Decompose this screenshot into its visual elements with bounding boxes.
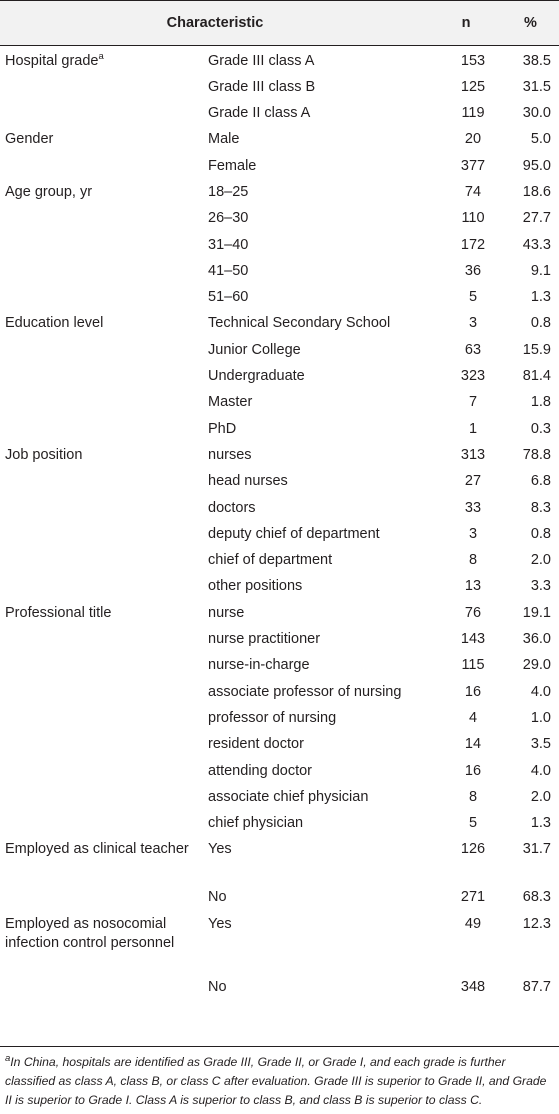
category-cell: 31–40 (208, 236, 249, 253)
percent-cell: 5.0 (530, 131, 551, 148)
category-cell: nurse-in-charge (208, 657, 310, 674)
category-cell: associate chief physician (208, 788, 369, 805)
table-row (0, 98, 559, 124)
table-row (0, 124, 559, 150)
category-cell: Yes (208, 841, 232, 858)
table-row (0, 808, 559, 834)
percent-cell: 31.7 (522, 841, 551, 858)
table-row (0, 308, 559, 334)
group-label-empty (0, 571, 205, 597)
category-cell: Female (208, 157, 257, 174)
count-cell: 126 (460, 841, 486, 858)
group-label-empty (0, 256, 205, 282)
table-row (0, 414, 559, 440)
table-row (0, 729, 559, 755)
count-cell: 13 (464, 578, 482, 595)
table-row (0, 230, 559, 256)
group-label-empty (0, 466, 205, 492)
count-cell: 36 (464, 262, 482, 279)
table-row (0, 177, 559, 203)
table-row (0, 493, 559, 519)
group-label-empty (0, 808, 205, 834)
table-row (0, 571, 559, 597)
category-cell: Male (208, 131, 240, 148)
percent-cell: 0.8 (530, 525, 551, 542)
category-cell: No (208, 889, 227, 906)
percent-cell: 27.7 (522, 210, 551, 227)
group-label-text: Gender (5, 131, 54, 148)
category-cell: Technical Secondary School (208, 315, 391, 332)
header-n: n (430, 1, 502, 46)
group-label-empty (0, 519, 205, 545)
category-cell: doctors (208, 499, 256, 516)
count-cell: 3 (468, 315, 478, 332)
percent-cell: 12.3 (522, 915, 551, 932)
category-cell: chief of department (208, 552, 333, 569)
table-row (0, 440, 559, 466)
count-cell: 119 (461, 105, 485, 122)
table-row (0, 203, 559, 229)
table-row (0, 703, 559, 729)
percent-cell: 87.7 (522, 978, 551, 995)
group-label-empty (0, 972, 205, 998)
table-row (0, 909, 559, 972)
percent-cell: 8.3 (530, 499, 551, 516)
percent-cell: 1.8 (530, 394, 551, 411)
percent-cell: 30.0 (522, 105, 551, 122)
percent-cell: 31.5 (522, 78, 551, 95)
count-cell: 8 (468, 788, 478, 805)
category-cell: other positions (208, 578, 303, 595)
category-cell: Undergraduate (208, 368, 305, 385)
category-cell: 51–60 (208, 289, 249, 306)
count-cell: 7 (468, 394, 478, 411)
group-label-empty (0, 729, 205, 755)
category-cell: No (208, 978, 227, 995)
footnote-marker: a (98, 51, 104, 63)
count-cell: 377 (460, 157, 486, 174)
table-row (0, 598, 559, 624)
table-row (0, 151, 559, 177)
percent-cell: 2.0 (530, 552, 551, 569)
header-characteristic: Characteristic (0, 1, 430, 46)
category-cell: Grade III class A (208, 53, 315, 69)
category-cell: chief physician (208, 815, 304, 832)
group-label-text: Age group, yr (5, 183, 93, 200)
percent-cell: 4.0 (530, 683, 551, 700)
table-row (0, 782, 559, 808)
group-label (0, 46, 205, 72)
group-label-empty (0, 677, 205, 703)
count-cell: 110 (461, 210, 485, 227)
table-row (0, 972, 559, 998)
count-cell: 1 (468, 420, 478, 437)
count-cell: 172 (460, 236, 486, 253)
count-cell: 27 (464, 473, 482, 490)
count-cell: 74 (464, 183, 482, 200)
group-label-empty (0, 230, 205, 256)
group-label-empty (0, 703, 205, 729)
group-label (0, 834, 205, 882)
category-cell: Junior College (208, 341, 301, 358)
table-row (0, 756, 559, 782)
group-label (0, 598, 205, 624)
category-cell: Master (208, 394, 253, 411)
category-cell: nurses (208, 446, 252, 463)
category-cell: 18–25 (208, 183, 249, 200)
group-label-empty (0, 624, 205, 650)
table-row (0, 387, 559, 413)
group-label-text: Hospital grade (5, 53, 99, 69)
group-label-empty (0, 882, 205, 908)
percent-cell: 43.3 (522, 236, 551, 253)
percent-cell: 95.0 (522, 157, 551, 174)
footnote-marker: a (5, 1052, 11, 1064)
category-cell: resident doctor (208, 736, 304, 753)
count-cell: 143 (460, 631, 486, 648)
group-label-empty (0, 650, 205, 676)
count-cell: 16 (464, 683, 482, 700)
count-cell: 153 (460, 53, 486, 69)
percent-cell: 6.8 (530, 473, 551, 490)
count-cell: 14 (464, 736, 482, 753)
group-label-empty (0, 545, 205, 571)
percent-cell: 2.0 (530, 788, 551, 805)
table-row (0, 46, 559, 72)
category-cell: attending doctor (208, 762, 312, 779)
group-label-text: Employed as nosocomial infection control personnel (5, 915, 175, 951)
count-cell: 16 (464, 762, 482, 779)
count-cell: 49 (464, 915, 482, 932)
percent-cell: 68.3 (522, 889, 551, 906)
count-cell: 5 (468, 815, 478, 832)
table-row (0, 519, 559, 545)
percent-cell: 18.6 (522, 183, 551, 200)
count-cell: 76 (464, 604, 482, 621)
category-cell: 26–30 (208, 210, 249, 227)
count-cell: 5 (468, 289, 478, 306)
group-label-text: Job position (5, 446, 83, 463)
category-cell: Grade III class B (208, 78, 316, 95)
group-label-empty (0, 414, 205, 440)
group-label-empty (0, 782, 205, 808)
percent-cell: 0.8 (530, 315, 551, 332)
count-cell: 63 (464, 341, 482, 358)
group-label-empty (0, 756, 205, 782)
category-cell: nurse (208, 604, 245, 621)
category-cell: nurse practitioner (208, 631, 321, 648)
percent-cell: 1.3 (530, 289, 551, 306)
count-cell: 271 (460, 889, 486, 906)
percent-cell: 1.0 (530, 709, 551, 726)
table-row (0, 650, 559, 676)
group-label-text: Employed as clinical teacher (5, 841, 189, 858)
count-cell: 313 (460, 446, 486, 463)
group-label (0, 177, 205, 203)
count-cell: 348 (460, 978, 486, 995)
group-label-text: Education level (5, 315, 104, 332)
category-cell: professor of nursing (208, 709, 337, 726)
group-label (0, 909, 205, 972)
group-label-empty (0, 72, 205, 98)
count-cell: 20 (464, 131, 482, 148)
table-row (0, 361, 559, 387)
group-label-empty (0, 151, 205, 177)
percent-cell: 19.1 (522, 604, 551, 621)
group-label-empty (0, 387, 205, 413)
percent-cell: 38.5 (522, 53, 551, 69)
group-label-empty (0, 282, 205, 308)
header-pct: % (502, 1, 559, 46)
category-cell: deputy chief of department (208, 525, 380, 542)
count-cell: 125 (460, 78, 486, 95)
table-row (0, 72, 559, 98)
table-row (0, 282, 559, 308)
group-label-text: Professional title (5, 604, 112, 621)
group-label-empty (0, 335, 205, 361)
percent-cell: 29.0 (522, 657, 551, 674)
count-cell: 115 (461, 657, 485, 674)
percent-cell: 0.3 (530, 420, 551, 437)
table-body (0, 46, 559, 999)
table-row (0, 834, 559, 882)
table-row (0, 545, 559, 571)
percent-cell: 15.9 (522, 341, 551, 358)
group-label-empty (0, 361, 205, 387)
table-row (0, 677, 559, 703)
table-row (0, 466, 559, 492)
count-cell: 33 (464, 499, 482, 516)
percent-cell: 81.4 (522, 368, 551, 385)
table-row (0, 335, 559, 361)
table-header (0, 1, 559, 46)
count-cell: 323 (460, 368, 486, 385)
percent-cell: 78.8 (522, 446, 551, 463)
group-label (0, 440, 205, 466)
category-cell: PhD (208, 420, 237, 437)
count-cell: 8 (468, 552, 478, 569)
category-cell: 41–50 (208, 262, 249, 279)
count-cell: 4 (468, 709, 478, 726)
category-cell: associate professor of nursing (208, 683, 402, 700)
category-cell: Grade II class A (208, 105, 311, 122)
percent-cell: 1.3 (530, 815, 551, 832)
percent-cell: 3.5 (530, 736, 551, 753)
table-row (0, 624, 559, 650)
percent-cell: 4.0 (530, 762, 551, 779)
group-label (0, 308, 205, 334)
table-footnote (0, 1046, 559, 1110)
table-row (0, 882, 559, 908)
group-label (0, 124, 205, 150)
group-label-empty (0, 203, 205, 229)
group-label-empty (0, 493, 205, 519)
category-cell: Yes (208, 915, 232, 932)
footnote-text: In China, hospitals are identified as Grade III, Grade II, or Grade I, and each grade is further classified as class A, class B, or class C after evaluation. Grade III is superior to Grade II, and Grade II is superior to Grade I. Class A is superior to class B, and class B is superior to class C. (5, 1055, 547, 1107)
count-cell: 3 (468, 525, 478, 542)
percent-cell: 9.1 (530, 262, 551, 279)
category-cell: head nurses (208, 473, 288, 490)
group-label-empty (0, 98, 205, 124)
percent-cell: 36.0 (522, 631, 551, 648)
percent-cell: 3.3 (530, 578, 551, 595)
table-row (0, 256, 559, 282)
